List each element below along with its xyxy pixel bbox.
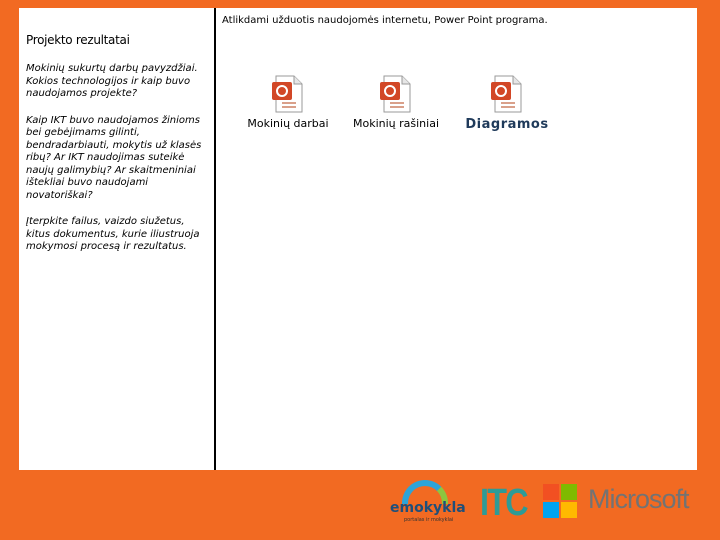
powerpoint-file-icon: [487, 74, 527, 114]
slide-panel: [19, 8, 697, 470]
paragraph-ict-usage: Kaip IKT buvo naudojamos žinioms bei gebėjimams gilinti, bendradarbiauti, mokytis už klasės ribų? Ar IKT naudojimas suteikė naujų galimybių? Ar skaitmeniniai ištekliai buvo naudojami novatoriškai?: [26, 114, 202, 201]
file-label: Mokinių rašiniai: [352, 117, 440, 130]
file-mokiniu-rasiniai[interactable]: [341, 74, 451, 130]
microsoft-wordmark: Microsoft: [588, 484, 689, 514]
results-title: Projekto rezultatai: [26, 33, 130, 47]
paragraph-insert-files: Įterpkite failus, vaizdo siužetus, kitus dokumentus, kurie iliustruoja mokymosi procesą ir rezultatus.: [26, 216, 200, 252]
itc-logo: ITC: [480, 482, 527, 524]
file-diagramos[interactable]: [452, 74, 562, 132]
sponsor-logos: [380, 478, 710, 533]
paragraph-examples: Mokinių sukurtų darbų pavyzdžiai. Kokios technologijos ir kaip buvo naudojamos projekte?: [26, 63, 198, 99]
emokykla-logo: [388, 478, 468, 528]
file-label: Mokinių darbai: [247, 117, 329, 130]
file-label: Diagramos: [465, 117, 549, 132]
powerpoint-file-icon: [268, 74, 308, 114]
column-divider: [214, 8, 216, 470]
powerpoint-file-icon: [376, 74, 416, 114]
emokykla-subtitle: portalas ir mokyklai: [404, 517, 454, 523]
microsoft-logo-icon: [543, 484, 577, 518]
emokykla-wordmark: emokykla: [390, 500, 466, 516]
results-text-column: [26, 33, 208, 268]
file-mokiniu-darbai[interactable]: [233, 74, 343, 130]
instructions-caption: Atlikdami užduotis naudojomės internetu, Power Point programa.: [222, 15, 548, 26]
